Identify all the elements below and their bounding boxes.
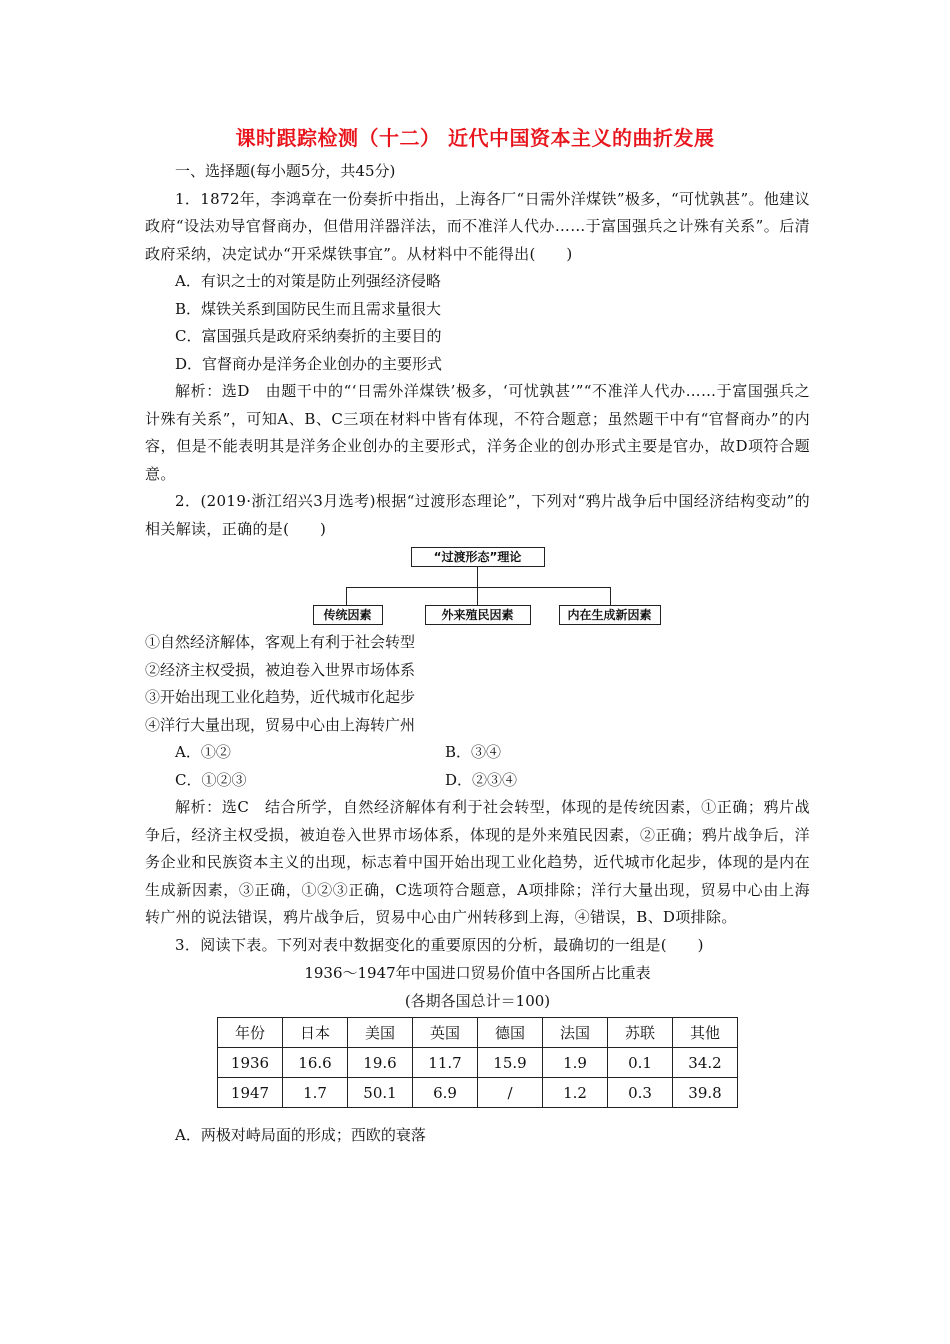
diagram-connector	[610, 587, 611, 605]
table-cell: 0.3	[608, 1078, 673, 1108]
table-title: 1936～1947年中国进口贸易价值中各国所占比重表	[304, 964, 651, 982]
q2-options-row-1	[145, 739, 810, 767]
table-header-cell: 年份	[218, 1018, 283, 1048]
q2-option-a: A．①②	[175, 743, 231, 761]
q3-option-a: A．两极对峙局面的形成；西欧的衰落	[175, 1126, 426, 1144]
q1-option-d: D．官督商办是洋务企业创办的主要形式	[175, 354, 443, 373]
table-header-cell: 其他	[673, 1018, 738, 1048]
transition-theory-diagram	[313, 547, 652, 627]
table-row	[218, 1078, 738, 1108]
table-cell: 16.6	[283, 1048, 348, 1078]
table-cell: 50.1	[348, 1078, 413, 1108]
diagram-connector	[477, 567, 478, 587]
table-row	[218, 1048, 738, 1078]
table-header-cell: 法国	[543, 1018, 608, 1048]
page-title: 课时跟踪检测（十二） 近代中国资本主义的曲折发展	[235, 126, 715, 150]
q2-statement-1: ①自然经济解体，客观上有利于社会转型	[145, 633, 416, 651]
trade-share-table	[217, 1017, 738, 1108]
table-header-cell: 德国	[478, 1018, 543, 1048]
diagram-child-colonial: 外来殖民因素	[425, 605, 531, 625]
diagram-connector	[477, 587, 478, 605]
table-cell: /	[478, 1078, 543, 1108]
q2-options-row-2	[145, 767, 810, 795]
table-cell: 6.9	[413, 1078, 478, 1108]
document-body	[145, 158, 810, 1150]
table-header-cell: 美国	[348, 1018, 413, 1048]
q2-option-b: B．③④	[445, 743, 502, 761]
q1-option-c: C．富国强兵是政府采纳奏折的主要目的	[175, 327, 442, 345]
q2-option-d: D．②③④	[445, 770, 518, 789]
diagram-child-traditional: 传统因素	[313, 605, 383, 625]
table-cell: 19.6	[348, 1048, 413, 1078]
question-1-analysis: 解析：选D 由题干中的“‘日需外洋煤铁’极多，‘可忧孰甚’”“不准洋人代办……于富国强兵之计殊有关系”，可知A、B、C三项在材料中皆有体现，不符合题意；虽然题干中有“官督商办”的内容，但是不能表明其是洋务企业创办的主要形式，洋务企业的创办形式主要是官办，故D项符合题意。	[145, 382, 810, 483]
diagram-connector	[346, 587, 347, 605]
section-heading: 一、选择题(每小题5分，共45分)	[175, 162, 396, 180]
table-header-cell: 苏联	[608, 1018, 673, 1048]
table-cell: 0.1	[608, 1048, 673, 1078]
table-cell: 1.7	[283, 1078, 348, 1108]
question-2-stem: 2．(2019·浙江绍兴3月选考)根据“过渡形态理论”，下列对“鸦片战争后中国经济结构变动”的相关解读，正确的是( )	[145, 492, 810, 538]
q2-option-c: C．①②③	[175, 770, 247, 789]
table-cell: 15.9	[478, 1048, 543, 1078]
q1-option-b: B．煤铁关系到国防民生而且需求量很大	[175, 299, 442, 318]
table-cell: 1947	[218, 1078, 283, 1108]
q1-option-a: A．有识之士的对策是防止列强经济侵略	[175, 272, 441, 290]
table-header-cell: 英国	[413, 1018, 478, 1048]
table-cell: 1.2	[543, 1078, 608, 1108]
q2-statement-2: ②经济主权受损，被迫卷入世界市场体系	[145, 660, 416, 679]
table-cell: 34.2	[673, 1048, 738, 1078]
question-1-stem: 1．1872年，李鸿章在一份奏折中指出，上海各厂“日需外洋煤铁”极多，“可忧孰甚”。他建议政府“设法劝导官督商办，但借用洋器洋法，而不准洋人代办……于富国强兵之计殊有关系”。后清政府采纳，决定试办“开采煤铁事宜”。从材料中不能得出( )	[145, 189, 810, 263]
table-cell: 11.7	[413, 1048, 478, 1078]
table-cell: 1.9	[543, 1048, 608, 1078]
diagram-root: “过渡形态”理论	[411, 547, 545, 567]
table-header-row	[218, 1018, 738, 1048]
table-subtitle: (各期各国总计＝100)	[404, 992, 551, 1010]
q2-statement-4: ④洋行大量出现，贸易中心由上海转广州	[145, 715, 416, 734]
table-cell: 1936	[218, 1048, 283, 1078]
table-header-cell: 日本	[283, 1018, 348, 1048]
question-3-stem: 3．阅读下表。下列对表中数据变化的重要原因的分析，最确切的一组是( )	[175, 935, 704, 954]
question-2-analysis: 解析：选C 结合所学，自然经济解体有利于社会转型，体现的是传统因素，①正确；鸦片战争后，经济主权受损，被迫卷入世界市场体系，体现的是外来殖民因素，②正确；鸦片战争后，洋务企业和民族资本主义的出现，标志着中国开始出现工业化趋势，近代城市化起步，体现的是内在生成新因素，③正确，①②③正确，C选项符合题意，A项排除；洋行大量出现，贸易中心由上海转广州的说法错误，鸦片战争后，贸易中心由广州转移到上海，④错误，B、D项排除。	[145, 798, 810, 926]
diagram-connector	[346, 587, 610, 588]
q2-statement-3: ③开始出现工业化趋势，近代城市化起步	[145, 688, 416, 706]
table-cell: 39.8	[673, 1078, 738, 1108]
diagram-child-internal: 内在生成新因素	[559, 605, 661, 625]
